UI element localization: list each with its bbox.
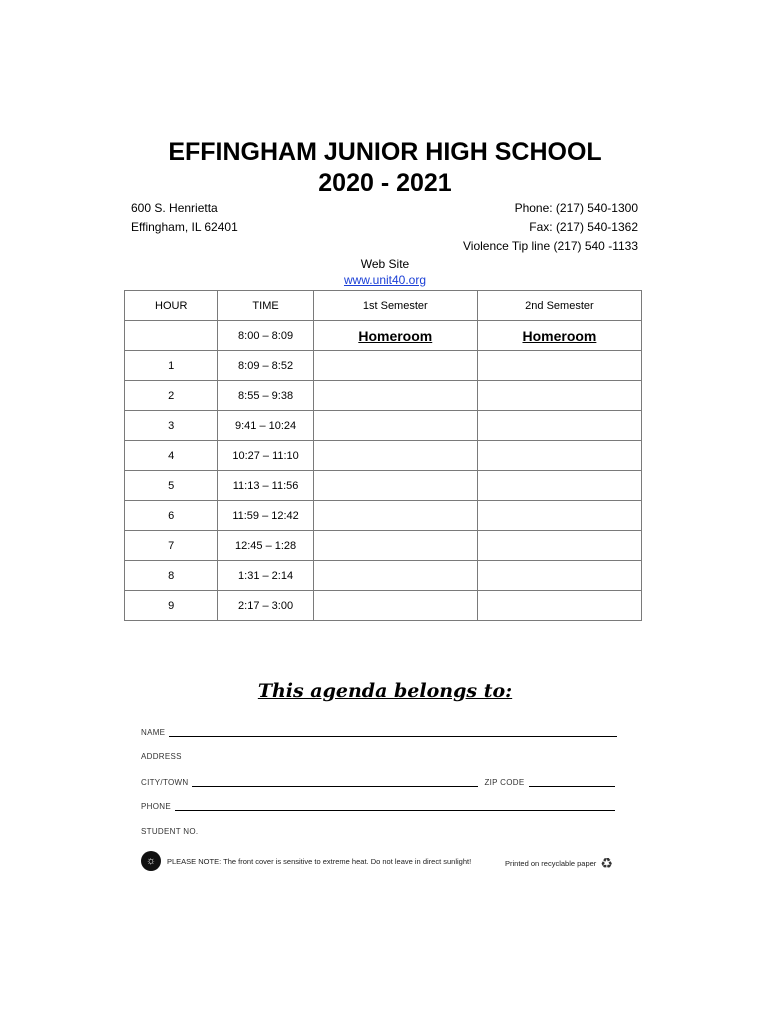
hour-cell: 3 <box>125 411 218 441</box>
hour-cell: 1 <box>125 351 218 381</box>
table-row <box>125 561 642 591</box>
school-contacts <box>463 199 638 256</box>
note-text: PLEASE NOTE: The front cover is sensitive to extreme heat. Do not leave in direct sunlight! <box>167 856 472 866</box>
semester-1-cell <box>313 471 477 501</box>
table-row <box>125 501 642 531</box>
homeroom-label: Homeroom <box>358 327 433 344</box>
semester-1-cell <box>313 561 477 591</box>
table-row <box>125 441 642 471</box>
website-block <box>0 256 770 288</box>
recycled-paper-note <box>505 855 613 872</box>
semester-1-cell <box>313 531 477 561</box>
table-row <box>125 321 642 351</box>
zip-field[interactable] <box>529 778 615 787</box>
website-label: Web Site <box>360 257 410 271</box>
school-name: EFFINGHAM JUNIOR HIGH SCHOOL <box>168 138 602 166</box>
semester-2-cell <box>477 501 641 531</box>
semester-2-cell <box>477 441 641 471</box>
semester-1-cell <box>313 441 477 471</box>
semester-2-cell <box>477 381 641 411</box>
hour-cell: 8 <box>125 561 218 591</box>
time-cell: 1:31 – 2:14 <box>218 561 313 591</box>
table-row <box>125 351 642 381</box>
time-cell: 11:13 – 11:56 <box>218 471 313 501</box>
homeroom-label: Homeroom <box>522 327 597 344</box>
name-label: NAME <box>141 728 166 737</box>
hour-cell: 7 <box>125 531 218 561</box>
time-cell: 8:00 – 8:09 <box>218 321 313 351</box>
semester-2-cell <box>477 561 641 591</box>
sun-icon: ☼ <box>141 851 161 871</box>
name-field[interactable] <box>169 728 617 737</box>
hour-cell: 5 <box>125 471 218 501</box>
time-cell: 8:55 – 9:38 <box>218 381 313 411</box>
semester-2-cell <box>477 471 641 501</box>
heat-warning-note <box>141 851 471 871</box>
zip-label: ZIP CODE <box>484 778 525 787</box>
semester-2-cell <box>477 531 641 561</box>
semester-1-cell <box>313 381 477 411</box>
column-header-hour: HOUR <box>125 291 218 321</box>
website-link[interactable]: www.unit40.org <box>343 273 427 287</box>
address-label: ADDRESS <box>141 752 182 761</box>
printed-text: Printed on recyclable paper <box>505 859 597 868</box>
recycle-icon: ♻ <box>600 855 613 871</box>
fax-number: Fax: (217) 540-1362 <box>529 220 638 234</box>
address-row <box>141 752 182 761</box>
school-address <box>131 199 238 237</box>
page-title <box>0 137 770 199</box>
semester-2-cell <box>477 321 641 351</box>
time-cell: 11:59 – 12:42 <box>218 501 313 531</box>
semester-1-cell <box>313 321 477 351</box>
belongs-heading: This agenda belongs to: <box>257 680 513 702</box>
city-label: CITY/TOWN <box>141 778 189 787</box>
time-cell: 12:45 – 1:28 <box>218 531 313 561</box>
column-header-2nd-semester: 2nd Semester <box>477 291 641 321</box>
hour-cell: 9 <box>125 591 218 621</box>
semester-1-cell <box>313 501 477 531</box>
school-year: 2020 - 2021 <box>318 169 452 197</box>
table-row <box>125 471 642 501</box>
hour-cell <box>125 321 218 351</box>
tip-line: Violence Tip line (217) 540 -1133 <box>462 239 638 253</box>
table-row <box>125 381 642 411</box>
address-line-1: 600 S. Henrietta <box>131 201 218 215</box>
time-cell: 2:17 – 3:00 <box>218 591 313 621</box>
semester-1-cell <box>313 351 477 381</box>
schedule-table <box>124 290 642 621</box>
semester-2-cell <box>477 591 641 621</box>
table-row <box>125 531 642 561</box>
city-field[interactable] <box>192 778 478 787</box>
column-header-1st-semester: 1st Semester <box>313 291 477 321</box>
semester-2-cell <box>477 351 641 381</box>
city-row <box>141 778 615 787</box>
hour-cell: 6 <box>125 501 218 531</box>
phone-field[interactable] <box>175 802 615 811</box>
time-cell: 8:09 – 8:52 <box>218 351 313 381</box>
time-cell: 10:27 – 11:10 <box>218 441 313 471</box>
semester-2-cell <box>477 411 641 441</box>
student-no-label: STUDENT NO. <box>141 827 199 836</box>
schedule-header-row <box>125 291 642 321</box>
table-row <box>125 411 642 441</box>
semester-1-cell <box>313 591 477 621</box>
phone-number: Phone: (217) 540-1300 <box>514 201 638 215</box>
address-line-2: Effingham, IL 62401 <box>131 220 238 234</box>
table-row <box>125 591 642 621</box>
phone-row <box>141 802 615 811</box>
phone-label: PHONE <box>141 802 171 811</box>
semester-1-cell <box>313 411 477 441</box>
hour-cell: 2 <box>125 381 218 411</box>
student-no-row <box>141 827 198 836</box>
name-row <box>141 728 617 737</box>
hour-cell: 4 <box>125 441 218 471</box>
column-header-time: TIME <box>218 291 313 321</box>
time-cell: 9:41 – 10:24 <box>218 411 313 441</box>
